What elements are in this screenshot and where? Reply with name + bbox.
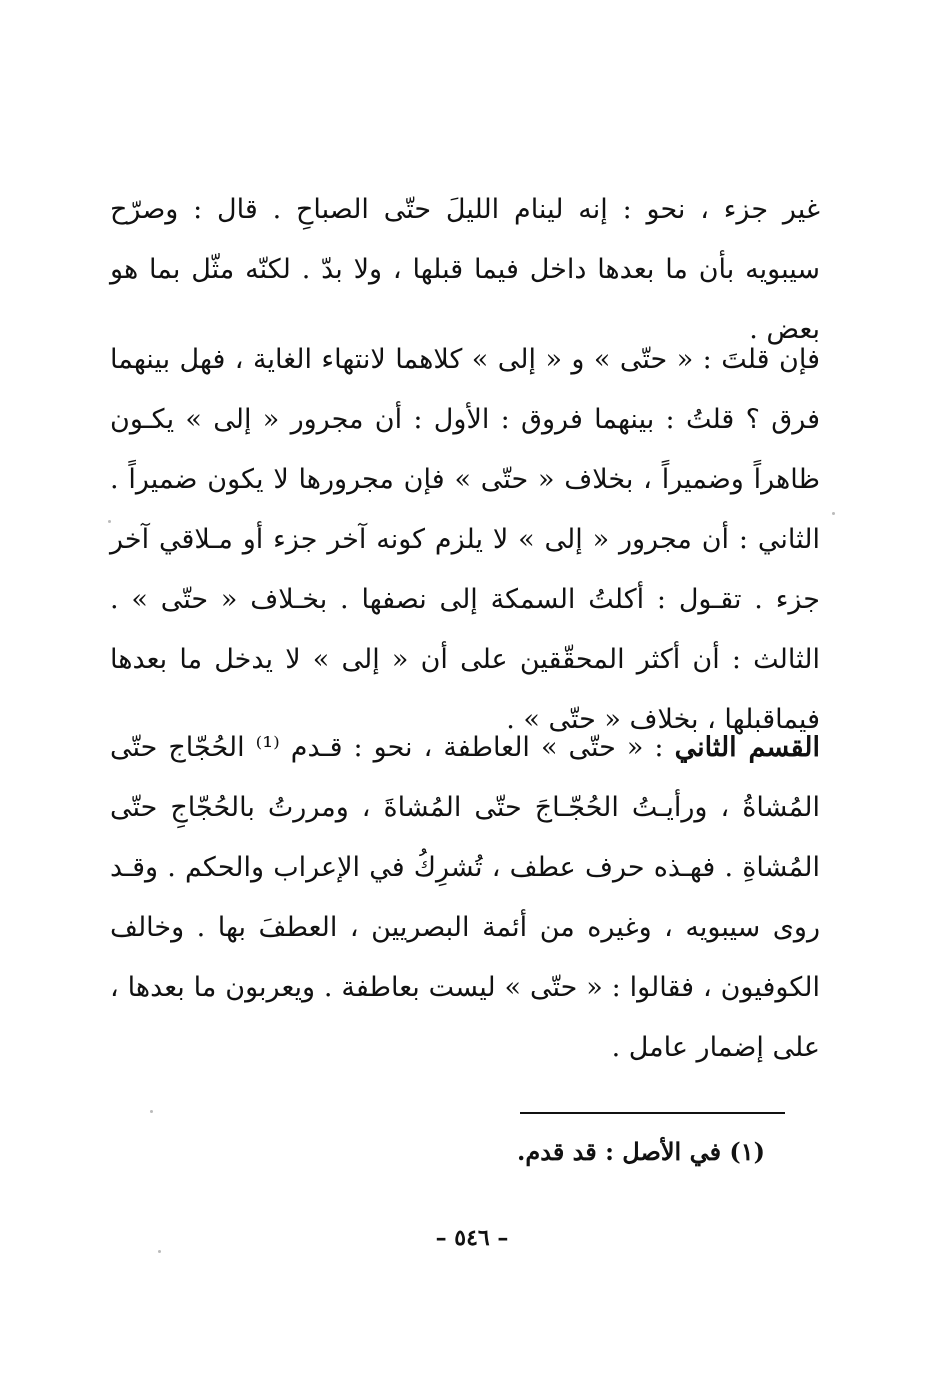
scan-speck	[108, 520, 111, 523]
scan-speck	[150, 1110, 153, 1113]
paragraph-3	[110, 718, 820, 1078]
paragraph-2	[110, 330, 820, 750]
paragraph-1-text: غير جزء ، نحو : إنه لينام الليلَ حتّى الصباحِ . قال : وصرّح سيبويه بأن ما بعدها داخل فيما قبلها ، ولا بدّ . لكنّه مثّل بما هو بعض .	[110, 194, 820, 345]
paragraph-3-text: : « حتّى » العاطفة ، نحو : قـدم ⁽¹⁾ الحُجّاج حتّى المُشاةُ ، ورأيـتُ الحُجّـاجَ حتّى المُشاةَ ، ومررتُ بالحُجّاجِ حتّى المُشاةِ . فهـذه حرف عطف ، تُشرِكُ في الإعراب والحكم . وقـد روى سيبويه ، وغيره من أئمة البصريين ، العطفَ بها . وخالف الكوفيون ، فقالوا : « حتّى » ليست بعاطفة . ويعربون ما بعدها ، على إضمار عامل .	[110, 732, 820, 1063]
paragraph-2-text: فإن قلتَ : « حتّى » و « إلى » كلاهما لانتهاء الغاية ، فهل بينهما فرق ؟ قلتُ : بينهما فروق : الأول : أن مجرور « إلى » يكـون ظاهراً وضميراً ، بخلاف « حتّى » فإن مجرورها لا يكون ضميراً . الثاني : أن مجرور « إلى » لا يلزم كونه آخر جزء أو مـلاقي آخر جزء . تقـول : أكلتُ السمكة إلى نصفها . بخـلاف « حتّى » . الثالث : أن أكثر المحقّقين على أن « إلى » لا يدخل ما بعدها فيماقبلها ، بخلاف « حتّى » .	[110, 344, 820, 735]
scan-speck	[158, 1250, 161, 1253]
footnote: (١) في الأصل : قد قدم.	[517, 1137, 765, 1166]
page-number: – ٥٤٦ –	[435, 1225, 509, 1251]
paragraph-3-lead: القسم الثاني	[674, 732, 820, 763]
footnote-divider	[520, 1112, 785, 1114]
scan-speck	[832, 512, 835, 515]
